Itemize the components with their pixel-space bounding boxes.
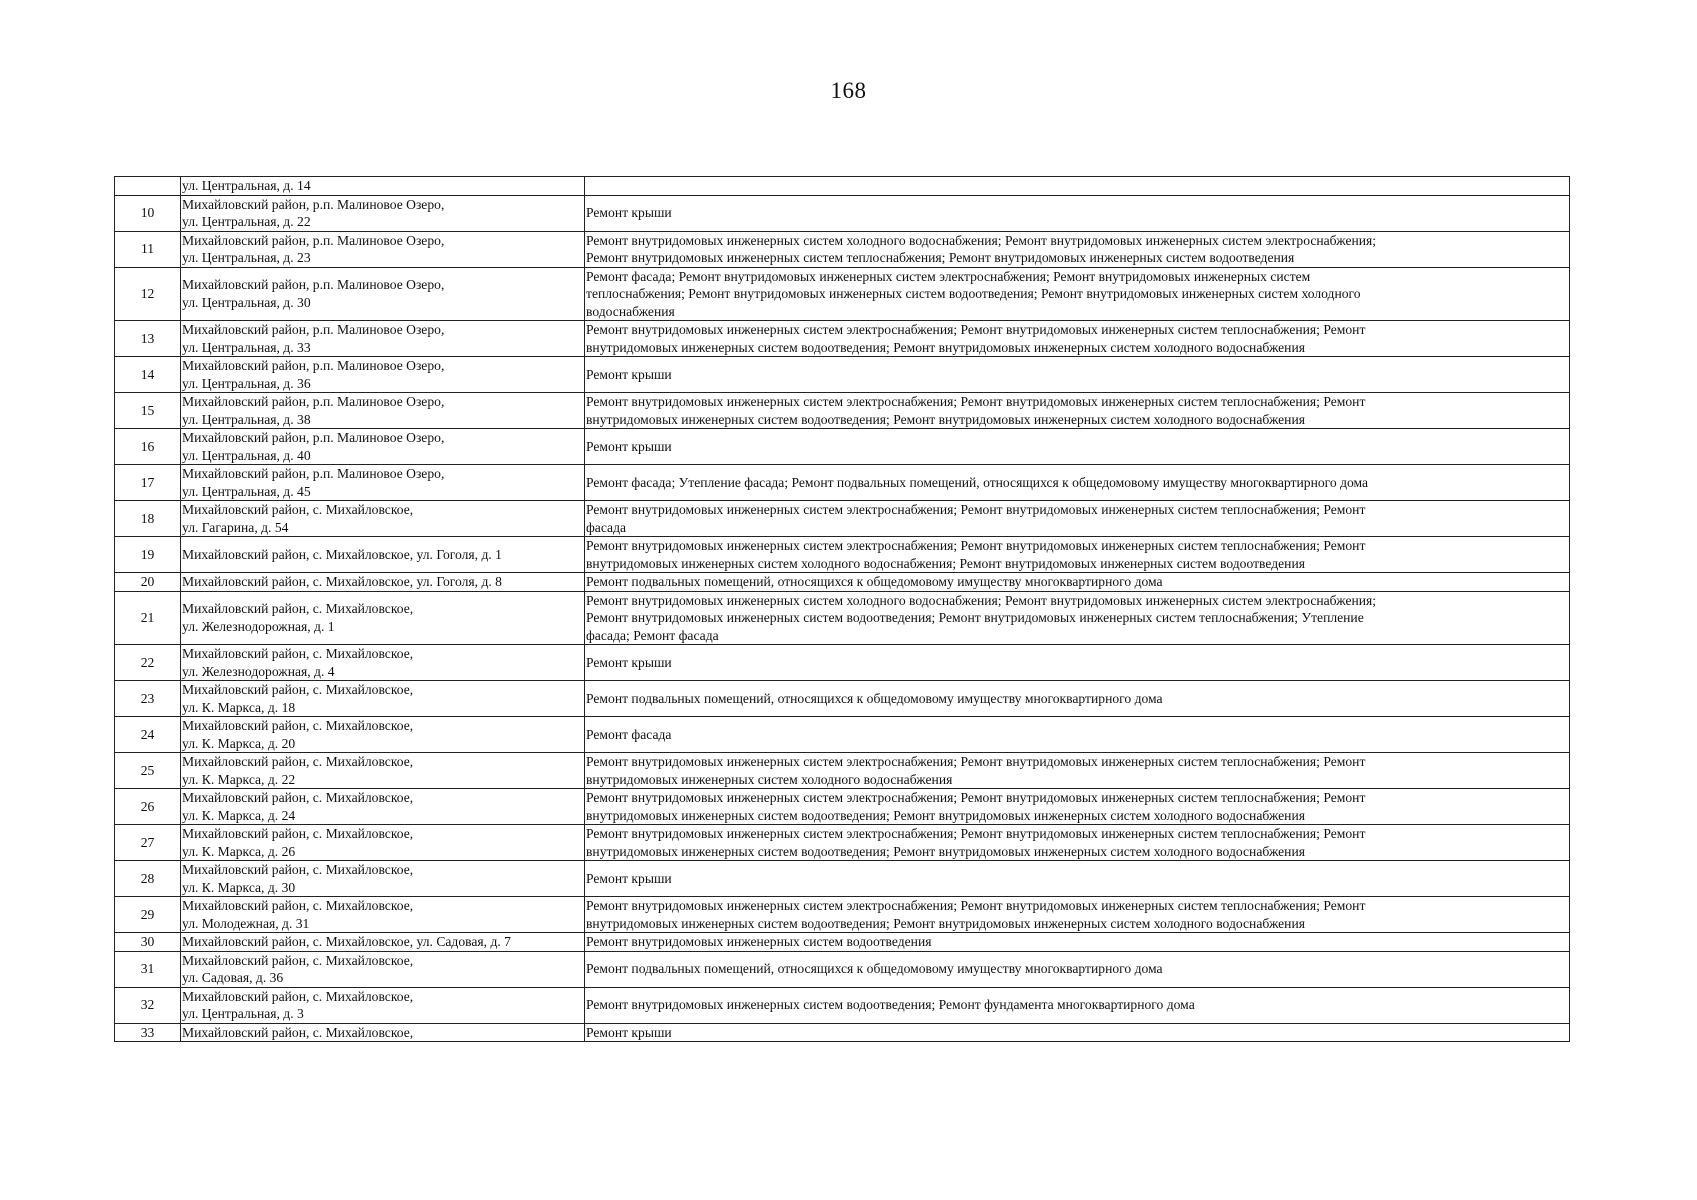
work-type-line: Ремонт внутридомовых инженерных систем теплоснабжения; Ремонт внутридомовых инженерных систем водоотведения bbox=[586, 250, 1295, 265]
table-row bbox=[115, 753, 1570, 789]
address-cell bbox=[181, 429, 585, 465]
repair-table bbox=[114, 176, 1570, 1042]
work-type-line: Ремонт внутридомовых инженерных систем электроснабжения; Ремонт внутридомовых инженерных систем теплоснабжения; Ремонт bbox=[586, 502, 1366, 517]
row-number: 16 bbox=[115, 429, 181, 465]
work-type-line: фасада bbox=[586, 519, 627, 535]
work-type-line: внутридомовых инженерных систем водоотведения; Ремонт внутридомовых инженерных систем холодного водоснабжения bbox=[586, 411, 1305, 427]
address-line: ул. К. Маркса, д. 22 bbox=[182, 771, 296, 787]
work-type-line: Ремонт внутридомовых инженерных систем холодного водоснабжения; Ремонт внутридомовых инженерных систем электроснабжения; bbox=[586, 232, 1377, 248]
address-cell bbox=[181, 321, 585, 357]
table-row bbox=[115, 177, 1570, 196]
table-row bbox=[115, 321, 1570, 357]
work-type-cell bbox=[585, 717, 1570, 753]
row-number: 12 bbox=[115, 267, 181, 321]
address-line: Михайловский район, с. Михайловское, bbox=[182, 988, 414, 1004]
address-cell bbox=[181, 645, 585, 681]
row-number: 32 bbox=[115, 987, 181, 1023]
address-line: ул. Центральная, д. 23 bbox=[182, 250, 311, 265]
work-type-line: Ремонт внутридомовых инженерных систем электроснабжения; Ремонт внутридомовых инженерных систем теплоснабжения; Ремонт bbox=[586, 826, 1366, 841]
table-row bbox=[115, 537, 1570, 573]
work-type-cell bbox=[585, 645, 1570, 681]
address-cell bbox=[181, 897, 585, 933]
work-type-cell bbox=[585, 429, 1570, 465]
table-row bbox=[115, 393, 1570, 429]
work-type-line: Ремонт подвальных помещений, относящихся к общедомовому имуществу многоквартирного дома bbox=[586, 961, 1163, 977]
table-row bbox=[115, 681, 1570, 717]
table-row bbox=[115, 825, 1570, 861]
address-line: Михайловский район, с. Михайловское, bbox=[182, 952, 414, 968]
row-number bbox=[115, 177, 181, 196]
address-line: Михайловский район, с. Михайловское, bbox=[182, 646, 414, 661]
address-line: ул. Садовая, д. 36 bbox=[182, 970, 284, 985]
address-line: ул. Центральная, д. 36 bbox=[182, 375, 311, 391]
address-line: Михайловский район, р.п. Малиновое Озеро, bbox=[182, 196, 445, 212]
work-type-line: водоснабжения bbox=[586, 303, 675, 319]
work-type-line: внутридомовых инженерных систем холодного водоснабжения bbox=[586, 771, 953, 787]
work-type-cell bbox=[585, 393, 1570, 429]
repair-table-body bbox=[115, 177, 1570, 1042]
address-line: ул. Центральная, д. 22 bbox=[182, 214, 311, 229]
work-type-cell bbox=[585, 573, 1570, 592]
address-line: ул. Центральная, д. 38 bbox=[182, 411, 311, 427]
address-cell bbox=[181, 681, 585, 717]
address-line: ул. К. Маркса, д. 24 bbox=[182, 807, 296, 823]
work-type-cell bbox=[585, 753, 1570, 789]
work-type-line: Ремонт внутридомовых инженерных систем водоотведения bbox=[586, 934, 932, 949]
address-cell bbox=[181, 1023, 585, 1042]
work-type-line: теплоснабжения; Ремонт внутридомовых инженерных систем водоотведения; Ремонт внутридомовых инженерных систем холодного bbox=[586, 286, 1361, 301]
work-type-cell bbox=[585, 897, 1570, 933]
address-line: ул. Молодежная, д. 31 bbox=[182, 915, 310, 931]
work-type-line: Ремонт внутридомовых инженерных систем водоотведения; Ремонт внутридомовых инженерных систем теплоснабжения; Утепление bbox=[586, 610, 1364, 625]
row-number: 22 bbox=[115, 645, 181, 681]
address-cell bbox=[181, 789, 585, 825]
row-number: 24 bbox=[115, 717, 181, 753]
row-number: 26 bbox=[115, 789, 181, 825]
address-line: ул. Центральная, д. 40 bbox=[182, 447, 311, 463]
address-line: Михайловский район, р.п. Малиновое Озеро, bbox=[182, 358, 445, 373]
work-type-line: Ремонт внутридомовых инженерных систем электроснабжения; Ремонт внутридомовых инженерных систем теплоснабжения; Ремонт bbox=[586, 394, 1366, 409]
address-line: ул. Центральная, д. 3 bbox=[182, 1006, 304, 1021]
table-row bbox=[115, 1023, 1570, 1042]
table-row bbox=[115, 465, 1570, 501]
address-line: Михайловский район, с. Михайловское, bbox=[182, 601, 414, 617]
table-row bbox=[115, 195, 1570, 231]
repair-table-wrapper bbox=[114, 176, 1569, 1042]
row-number: 10 bbox=[115, 195, 181, 231]
row-number: 29 bbox=[115, 897, 181, 933]
work-type-line: внутридомовых инженерных систем водоотведения; Ремонт внутридомовых инженерных систем холодного водоснабжения bbox=[586, 843, 1305, 859]
work-type-cell bbox=[585, 177, 1570, 196]
work-type-line: Ремонт внутридомовых инженерных систем электроснабжения; Ремонт внутридомовых инженерных систем теплоснабжения; Ремонт bbox=[586, 790, 1366, 805]
work-type-cell bbox=[585, 465, 1570, 501]
work-type-cell bbox=[585, 1023, 1570, 1042]
work-type-cell bbox=[585, 321, 1570, 357]
table-row bbox=[115, 933, 1570, 952]
row-number: 11 bbox=[115, 231, 181, 267]
address-line: Михайловский район, с. Михайловское, ул. Садовая, д. 7 bbox=[182, 934, 511, 949]
work-type-cell bbox=[585, 537, 1570, 573]
table-row bbox=[115, 861, 1570, 897]
row-number: 25 bbox=[115, 753, 181, 789]
work-type-line: Ремонт внутридомовых инженерных систем электроснабжения; Ремонт внутридомовых инженерных систем теплоснабжения; Ремонт bbox=[586, 538, 1366, 553]
address-cell bbox=[181, 537, 585, 573]
address-cell bbox=[181, 465, 585, 501]
work-type-line: Ремонт фасада bbox=[586, 726, 672, 742]
work-type-line: Ремонт крыши bbox=[586, 366, 672, 382]
work-type-cell bbox=[585, 267, 1570, 321]
work-type-cell bbox=[585, 681, 1570, 717]
address-cell bbox=[181, 717, 585, 753]
table-row bbox=[115, 429, 1570, 465]
work-type-cell bbox=[585, 861, 1570, 897]
address-line: Михайловский район, р.п. Малиновое Озеро, bbox=[182, 277, 445, 293]
address-cell bbox=[181, 357, 585, 393]
address-line: ул. Железнодорожная, д. 4 bbox=[182, 663, 335, 679]
work-type-line: Ремонт фасада; Утепление фасада; Ремонт подвальных помещений, относящихся к общедомовому имуществу многоквартирного дома bbox=[586, 474, 1369, 490]
address-line: Михайловский район, с. Михайловское, bbox=[182, 502, 414, 517]
row-number: 28 bbox=[115, 861, 181, 897]
work-type-line: Ремонт внутридомовых инженерных систем электроснабжения; Ремонт внутридомовых инженерных систем теплоснабжения; Ремонт bbox=[586, 898, 1366, 913]
address-line: ул. К. Маркса, д. 26 bbox=[182, 843, 296, 859]
row-number: 20 bbox=[115, 573, 181, 592]
work-type-cell bbox=[585, 825, 1570, 861]
row-number: 15 bbox=[115, 393, 181, 429]
address-line: Михайловский район, с. Михайловское, bbox=[182, 790, 414, 805]
work-type-line: Ремонт внутридомовых инженерных систем холодного водоснабжения; Ремонт внутридомовых инженерных систем электроснабжения; bbox=[586, 592, 1377, 608]
table-row bbox=[115, 789, 1570, 825]
row-number: 23 bbox=[115, 681, 181, 717]
address-cell bbox=[181, 231, 585, 267]
address-line: Михайловский район, с. Михайловское, bbox=[182, 1024, 414, 1040]
address-line: Михайловский район, с. Михайловское, bbox=[182, 682, 414, 697]
address-line: Михайловский район, с. Михайловское, bbox=[182, 718, 414, 733]
address-cell bbox=[181, 987, 585, 1023]
table-row bbox=[115, 591, 1570, 645]
address-cell bbox=[181, 591, 585, 645]
address-line: Михайловский район, р.п. Малиновое Озеро, bbox=[182, 430, 445, 445]
work-type-line: внутридомовых инженерных систем водоотведения; Ремонт внутридомовых инженерных систем холодного водоснабжения bbox=[586, 339, 1305, 355]
address-line: Михайловский район, р.п. Малиновое Озеро, bbox=[182, 466, 445, 481]
table-row bbox=[115, 231, 1570, 267]
address-line: Михайловский район, с. Михайловское, bbox=[182, 826, 414, 841]
address-line: ул. Центральная, д. 14 bbox=[182, 178, 311, 193]
work-type-cell bbox=[585, 789, 1570, 825]
address-line: Михайловский район, р.п. Малиновое Озеро, bbox=[182, 394, 445, 409]
address-cell bbox=[181, 951, 585, 987]
row-number: 33 bbox=[115, 1023, 181, 1042]
address-line: ул. Центральная, д. 30 bbox=[182, 294, 311, 310]
work-type-line: внутридомовых инженерных систем водоотведения; Ремонт внутридомовых инженерных систем холодного водоснабжения bbox=[586, 807, 1305, 823]
address-cell bbox=[181, 753, 585, 789]
table-row bbox=[115, 267, 1570, 321]
address-cell bbox=[181, 861, 585, 897]
address-cell bbox=[181, 177, 585, 196]
address-line: ул. Гагарина, д. 54 bbox=[182, 519, 289, 535]
work-type-cell bbox=[585, 933, 1570, 952]
row-number: 21 bbox=[115, 591, 181, 645]
table-row bbox=[115, 951, 1570, 987]
row-number: 27 bbox=[115, 825, 181, 861]
work-type-line: Ремонт внутридомовых инженерных систем электроснабжения; Ремонт внутридомовых инженерных систем теплоснабжения; Ремонт bbox=[586, 322, 1366, 337]
address-cell bbox=[181, 267, 585, 321]
row-number: 18 bbox=[115, 501, 181, 537]
table-row bbox=[115, 645, 1570, 681]
work-type-cell bbox=[585, 195, 1570, 231]
address-cell bbox=[181, 573, 585, 592]
row-number: 17 bbox=[115, 465, 181, 501]
row-number: 19 bbox=[115, 537, 181, 573]
work-type-cell bbox=[585, 987, 1570, 1023]
address-line: Михайловский район, с. Михайловское, bbox=[182, 862, 414, 877]
work-type-line: Ремонт крыши bbox=[586, 870, 672, 886]
address-cell bbox=[181, 933, 585, 952]
table-row bbox=[115, 897, 1570, 933]
address-cell bbox=[181, 393, 585, 429]
address-line: Михайловский район, р.п. Малиновое Озеро, bbox=[182, 322, 445, 337]
address-cell bbox=[181, 195, 585, 231]
address-line: ул. К. Маркса, д. 30 bbox=[182, 879, 296, 895]
work-type-line bbox=[586, 177, 1567, 195]
table-row bbox=[115, 717, 1570, 753]
address-line: Михайловский район, с. Михайловское, ул. Гоголя, д. 1 bbox=[182, 546, 502, 562]
work-type-line: внутридомовых инженерных систем водоотведения; Ремонт внутридомовых инженерных систем холодного водоснабжения bbox=[586, 915, 1305, 931]
work-type-line: Ремонт фасада; Ремонт внутридомовых инженерных систем электроснабжения; Ремонт внутридомовых инженерных систем bbox=[586, 268, 1311, 284]
work-type-line: Ремонт крыши bbox=[586, 438, 672, 454]
address-line: Михайловский район, с. Михайловское, bbox=[182, 754, 414, 769]
address-cell bbox=[181, 825, 585, 861]
work-type-line: Ремонт внутридомовых инженерных систем электроснабжения; Ремонт внутридомовых инженерных систем теплоснабжения; Ремонт bbox=[586, 754, 1366, 769]
work-type-line: внутридомовых инженерных систем холодного водоснабжения; Ремонт внутридомовых инженерных систем водоотведения bbox=[586, 555, 1305, 571]
work-type-cell bbox=[585, 591, 1570, 645]
address-line: Михайловский район, р.п. Малиновое Озеро, bbox=[182, 232, 445, 248]
table-row bbox=[115, 987, 1570, 1023]
address-line: ул. Железнодорожная, д. 1 bbox=[182, 618, 335, 634]
work-type-line: Ремонт крыши bbox=[586, 1024, 672, 1040]
work-type-line: фасада; Ремонт фасада bbox=[586, 627, 719, 643]
address-line: ул. Центральная, д. 45 bbox=[182, 483, 311, 499]
address-line: ул. К. Маркса, д. 20 bbox=[182, 735, 296, 751]
table-row bbox=[115, 573, 1570, 592]
address-line: Михайловский район, с. Михайловское, bbox=[182, 898, 414, 913]
row-number: 31 bbox=[115, 951, 181, 987]
row-number: 13 bbox=[115, 321, 181, 357]
work-type-line: Ремонт внутридомовых инженерных систем водоотведения; Ремонт фундамента многоквартирного дома bbox=[586, 997, 1195, 1013]
row-number: 30 bbox=[115, 933, 181, 952]
address-line: ул. Центральная, д. 33 bbox=[182, 339, 311, 355]
work-type-cell bbox=[585, 231, 1570, 267]
work-type-line: Ремонт подвальных помещений, относящихся к общедомовому имуществу многоквартирного дома bbox=[586, 574, 1163, 589]
table-row bbox=[115, 501, 1570, 537]
work-type-line: Ремонт подвальных помещений, относящихся к общедомовому имуществу многоквартирного дома bbox=[586, 690, 1163, 706]
row-number: 14 bbox=[115, 357, 181, 393]
address-line: ул. К. Маркса, д. 18 bbox=[182, 699, 296, 715]
work-type-line: Ремонт крыши bbox=[586, 205, 672, 221]
work-type-line: Ремонт крыши bbox=[586, 654, 672, 670]
address-cell bbox=[181, 501, 585, 537]
work-type-cell bbox=[585, 501, 1570, 537]
table-row bbox=[115, 357, 1570, 393]
page-number: 168 bbox=[830, 78, 867, 103]
work-type-cell bbox=[585, 357, 1570, 393]
work-type-cell bbox=[585, 951, 1570, 987]
address-line: Михайловский район, с. Михайловское, ул. Гоголя, д. 8 bbox=[182, 574, 502, 589]
